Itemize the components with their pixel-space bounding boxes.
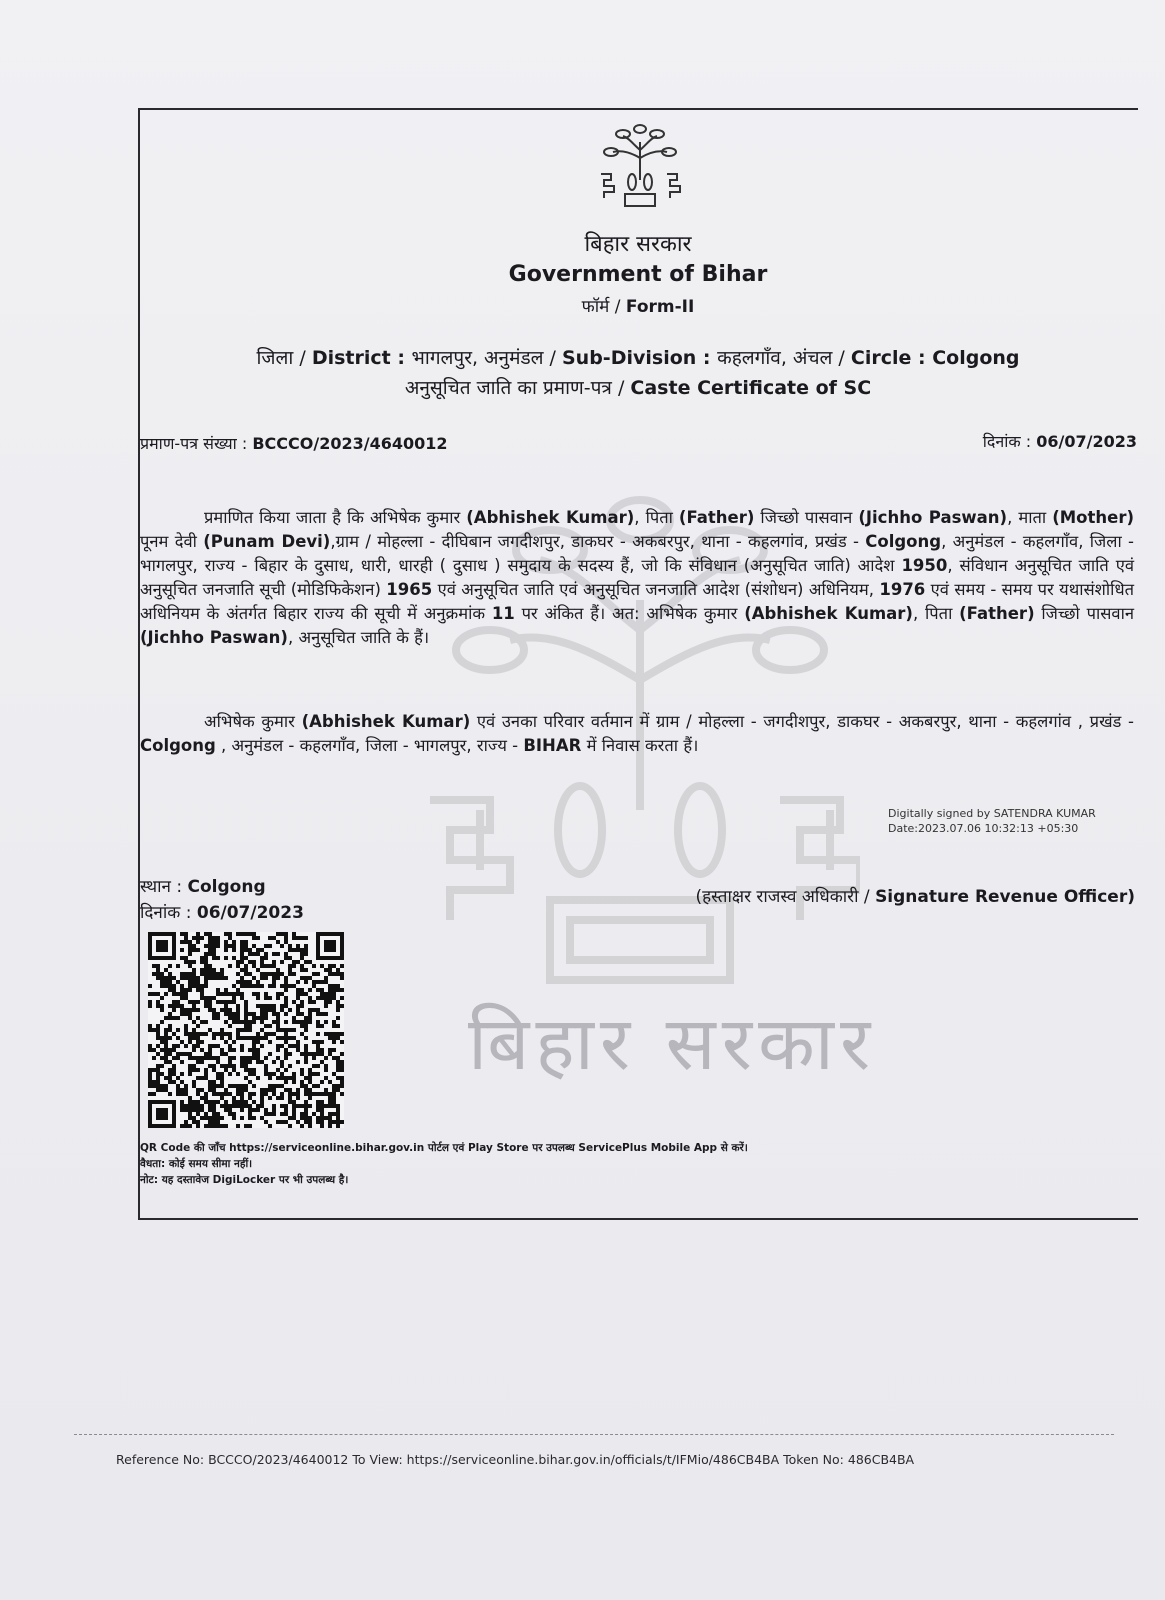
- text-run: पर अंकित हैं। अत: अभिषेक कुमार: [514, 604, 745, 623]
- qr-code: [148, 932, 344, 1128]
- name-english: (Abhishek Kumar): [301, 712, 471, 731]
- certificate-number-label: प्रमाण-पत्र संख्या :: [140, 434, 253, 453]
- place-value: Colgong: [187, 877, 266, 897]
- text-run: , पिता: [634, 508, 679, 527]
- text-run: , माता: [1007, 508, 1053, 527]
- signature-label: [696, 884, 1135, 907]
- bottom-date-label: दिनांक :: [140, 903, 197, 923]
- district-label: District :: [311, 347, 412, 369]
- form-label-hindi: फॉर्म /: [581, 297, 626, 317]
- signature-label-english: Signature Revenue Officer): [875, 887, 1135, 907]
- text-run: , अनुसूचित जाति के हैं।: [287, 628, 430, 647]
- signature-label-hindi: (हस्ताक्षर राजस्व अधिकारी /: [695, 887, 876, 907]
- issue-date-label: दिनांक :: [982, 432, 1037, 451]
- digital-signature-block: [888, 806, 1096, 836]
- watermark-text: बिहार सरकार: [468, 1001, 877, 1087]
- issue-date-value: 06/07/2023: [1036, 432, 1137, 451]
- subdivision-value: कहलगाँव, अंचल /: [717, 347, 851, 369]
- father-name-english: (Jichho Paswan): [858, 508, 1008, 527]
- header-hindi-title: बिहार सरकार: [584, 232, 692, 257]
- certificate-type-english: Caste Certificate of SC: [630, 377, 872, 399]
- digilocker-note: नोट: यह दस्तावेज DigiLocker पर भी उपलब्ध है।: [140, 1174, 349, 1186]
- certificate-number: [140, 432, 448, 454]
- certificate-number-value: BCCCO/2023/4640012: [252, 434, 448, 453]
- form-label: [138, 294, 1138, 317]
- text-run-bold: 1965: [386, 580, 433, 599]
- digital-signature-date: Date:2023.07.06 10:32:13 +05:30: [888, 822, 1079, 835]
- father-name-english: (Jichho Paswan): [140, 628, 288, 647]
- text-run-bold: Colgong: [140, 736, 216, 755]
- text-run: एवं समय - समय पर यथासंशोधित अधिनियम के अंतर्गत बिहार राज्य की सूची में अनुक्रमांक: [140, 580, 1134, 623]
- digital-signature-signer: Digitally signed by SATENDRA KUMAR: [888, 807, 1096, 820]
- subdivision-label: Sub-Division :: [562, 347, 718, 369]
- name-english: (Abhishek Kumar): [744, 604, 913, 623]
- validity-note: वैधता: कोई समय सीमा नहीं।: [140, 1158, 253, 1170]
- reference-footer: Reference No: BCCCO/2023/4640012 To View: https://serviceonline.bihar.gov.in/officials/t/IFMio/486CB4BA Token No: 486CB4BA: [116, 1452, 915, 1467]
- circle-label: Circle : Colgong: [850, 347, 1020, 369]
- text-run-bold: 11: [491, 604, 515, 623]
- text-run: , संविधान अनुसूचित जाति एवं अनुसूचित जनजाति सूची (मोडिफिकेशन): [140, 556, 1134, 599]
- text-run-bold: (Father): [959, 604, 1035, 623]
- text-run: अभिषेक कुमार: [204, 712, 302, 731]
- text-run: , अनुमंडल - कहलगाँव, जिला - भागलपुर, राज्य - बिहार के दुसाध, धारी, धारही ( दुसाध ) समुदाय के सदस्य हैं, जो कि संविधान (अनुसूचित जाति) आदेश: [140, 532, 1134, 575]
- text-run-bold: (Father): [678, 508, 755, 527]
- place-label: स्थान :: [140, 877, 188, 897]
- name-english: (Abhishek Kumar): [466, 508, 635, 527]
- district-label-hindi: जिला /: [256, 347, 312, 369]
- text-run: एवं उनका परिवार वर्तमान में ग्राम / मोहल्ला - जगदीशपुर, डाकघर - अकबरपुर, थाना - कहलगांव , प्रखंड -: [470, 712, 1135, 731]
- header-english-title: Government of Bihar: [508, 262, 768, 287]
- place: [140, 874, 266, 897]
- notes-block: [140, 1140, 748, 1188]
- text-run: , पिता: [912, 604, 960, 623]
- text-run-bold: 1976: [879, 580, 926, 599]
- text-run-bold: 1950: [901, 556, 948, 575]
- district-value: भागलपुर, अनुमंडल /: [411, 347, 562, 369]
- bottom-date: [140, 900, 304, 923]
- text-run: ,ग्राम / मोहल्ला - दीघिबान जगदीशपुर, डाकघर - अकबरपुर, थाना - कहलगांव, प्रखंड -: [330, 532, 866, 551]
- text-run: , अनुमंडल - कहलगाँव, जिला - भागलपुर, राज्य -: [215, 736, 524, 755]
- text-run-bold: BIHAR: [523, 736, 582, 755]
- mother-name-english: (Punam Devi): [203, 532, 331, 551]
- residence-paragraph: [140, 710, 1134, 758]
- text-run: जिच्छो पासवान: [1034, 604, 1135, 623]
- text-run-bold: Colgong: [865, 532, 942, 551]
- certificate-type-line: [138, 374, 1138, 400]
- qr-verification-note: QR Code की जाँच https://serviceonline.bihar.gov.in पोर्टल एवं Play Store पर उपलब्ध ServicePlus Mobile App से करें।: [140, 1142, 748, 1154]
- bottom-date-value: 06/07/2023: [196, 903, 304, 923]
- bihar-emblem-icon: [597, 122, 683, 208]
- text-run: में निवास करता हैं।: [581, 736, 699, 755]
- footer-divider: [74, 1434, 1114, 1435]
- text-run: पूनम देवी: [140, 532, 204, 551]
- issue-date: [983, 430, 1137, 452]
- text-run-bold: (Mother): [1052, 508, 1135, 527]
- district-line: [138, 344, 1138, 370]
- text-run: जिच्छो पासवान: [754, 508, 859, 527]
- certificate-type-hindi: अनुसूचित जाति का प्रमाण-पत्र /: [404, 377, 631, 399]
- certification-paragraph: [140, 506, 1134, 650]
- text-run: एवं अनुसूचित जाति एवं अनुसूचित जनजाति आदेश (संशोधन) अधिनियम,: [432, 580, 880, 599]
- text-run: प्रमाणित किया जाता है कि अभिषेक कुमार: [204, 508, 467, 527]
- form-label-english: Form-II: [625, 297, 695, 317]
